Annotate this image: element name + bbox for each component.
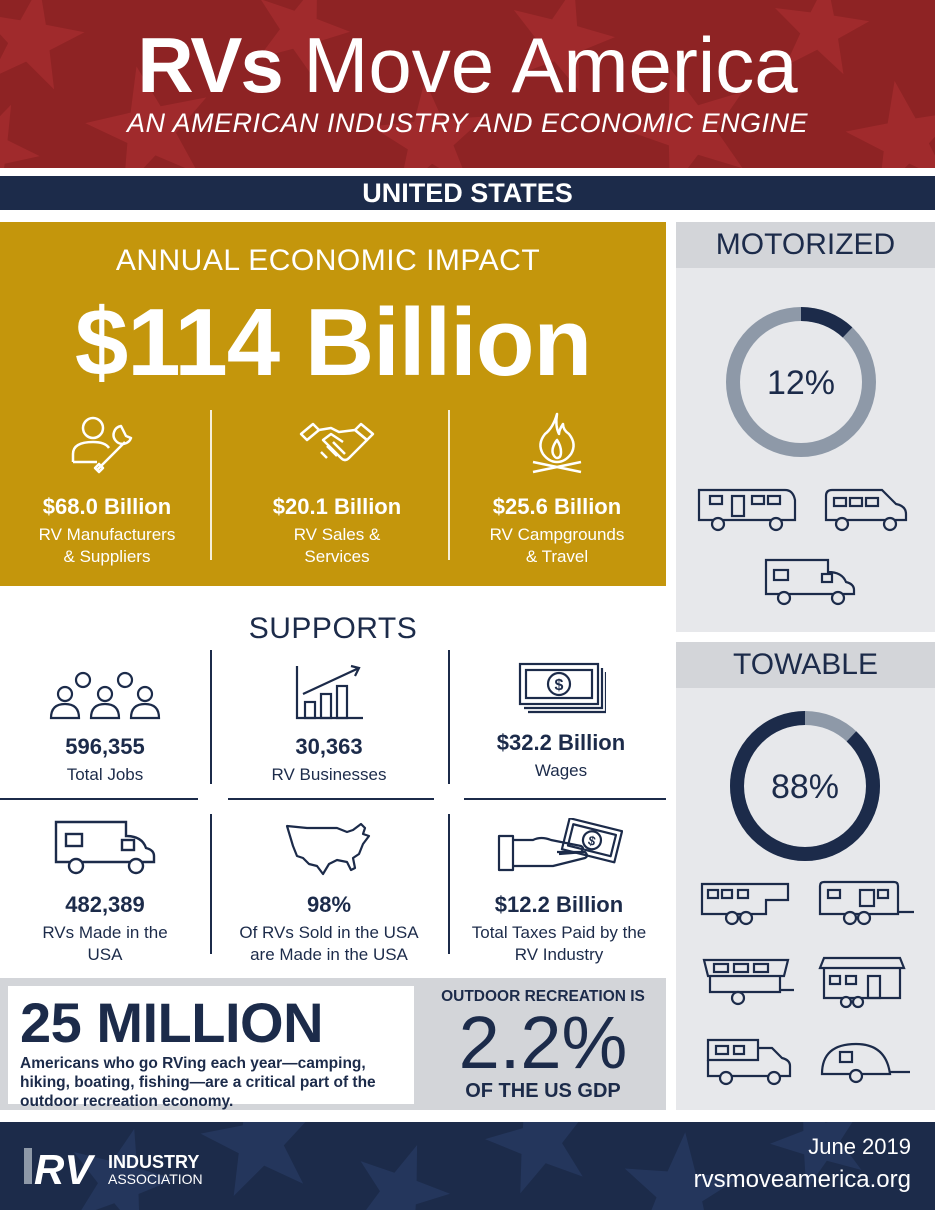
support-label: Total Taxes Paid by the (471, 923, 647, 942)
campfire-icon (527, 410, 587, 476)
gdp-top-label: OUTDOOR RECREATION IS (441, 988, 645, 1005)
gdp-bottom-label: OF THE US GDP (465, 1080, 621, 1102)
impact-label: RV Campgrounds (489, 525, 625, 544)
people-group-icon (49, 670, 161, 720)
fifth-wheel-icon (698, 880, 794, 928)
supports-divider (228, 798, 434, 800)
region-bar: UNITED STATES (0, 176, 935, 210)
usa-map-icon (283, 818, 375, 878)
support-item (224, 658, 434, 786)
park-model-icon (816, 954, 912, 1010)
support-label: are Made in the USA (250, 945, 408, 964)
support-item (0, 816, 210, 966)
rvers-box (0, 978, 420, 1110)
class-a-motorhome-icon (696, 484, 800, 534)
footer (0, 1122, 935, 1210)
pop-up-camper-icon (702, 956, 796, 1008)
page-title (0, 20, 935, 110)
logo-rv-text: RV (34, 1146, 93, 1190)
gdp-value: 2.2% (458, 1001, 628, 1084)
towable-percent: 88% (770, 768, 840, 806)
impact-divider (448, 410, 450, 560)
impact-value: $68.0 Billion (42, 494, 172, 519)
rvers-inner (8, 986, 414, 1110)
towable-title: TOWABLE (676, 642, 935, 688)
supports-divider (448, 814, 450, 954)
support-label: Wages (534, 761, 588, 780)
rvia-logo-icon (22, 1144, 242, 1190)
svg-text:$: $ (586, 832, 598, 849)
logo-industry-text: INDUSTRY (108, 1152, 200, 1172)
support-label: USA (87, 945, 123, 964)
support-value: $32.2 Billion (496, 730, 626, 755)
support-value: $12.2 Billion (494, 892, 624, 917)
impact-item (2, 410, 212, 568)
impact-heading: ANNUAL ECONOMIC IMPACT (115, 244, 541, 277)
impact-label: RV Sales & (293, 525, 381, 544)
impact-label: Services (304, 547, 370, 566)
motorized-panel (676, 222, 935, 632)
cash-stack-icon (516, 660, 606, 716)
title-rest: Move America (281, 21, 798, 109)
support-item (0, 658, 210, 786)
title-bold: RVs (137, 21, 282, 109)
support-label: Total Jobs (66, 765, 144, 784)
motorhome-icon (52, 818, 158, 878)
support-label: RV Businesses (271, 765, 387, 784)
support-item (454, 816, 664, 966)
impact-item (452, 410, 662, 568)
class-c-motorhome-icon (762, 556, 858, 608)
rv-industry-association-logo[interactable] (22, 1144, 242, 1190)
gdp-box (420, 978, 666, 1110)
support-value: 596,355 (65, 734, 145, 759)
support-label: RVs Made in the (42, 923, 168, 942)
truck-camper-icon (702, 1034, 798, 1090)
economic-impact-panel (0, 222, 666, 586)
rvers-description: Americans who go RVing each year—camping, hiking, boating, fishing—are a critical part of the outdoor recreation economy. (20, 1055, 376, 1110)
impact-label: & Suppliers (63, 547, 151, 566)
support-label: Of RVs Sold in the USA (239, 923, 419, 942)
support-label: RV Industry (514, 945, 604, 964)
towable-donut (720, 706, 890, 866)
support-value: 98% (306, 892, 352, 917)
impact-label: RV Manufacturers (38, 525, 176, 544)
header-banner (0, 0, 935, 168)
motorized-donut (716, 302, 886, 462)
supports-divider (448, 650, 450, 784)
impact-total: $114 Billion (74, 289, 592, 396)
logo-association-text: ASSOCIATION (108, 1171, 203, 1187)
support-value: 482,389 (65, 892, 145, 917)
support-item (224, 816, 434, 966)
towable-panel (676, 642, 935, 1110)
handshake-icon (297, 418, 377, 476)
growth-chart-icon (293, 664, 365, 720)
footer-date: June 2019 (808, 1134, 911, 1159)
page-subtitle: AN AMERICAN INDUSTRY AND ECONOMIC ENGINE (126, 108, 809, 138)
supports-divider (464, 798, 666, 800)
svg-text:$: $ (554, 677, 564, 694)
supports-heading: SUPPORTS (248, 612, 418, 645)
support-value: 30,363 (295, 734, 363, 759)
motorized-percent: 12% (766, 364, 836, 402)
supports-divider (210, 814, 212, 954)
impact-value: $20.1 Billion (272, 494, 402, 519)
impact-label: & Travel (525, 547, 589, 566)
hand-money-icon (495, 818, 623, 878)
footer-url-link[interactable]: rvsmoveamerica.org (693, 1166, 911, 1193)
support-item (456, 654, 666, 782)
impact-item (232, 410, 442, 568)
motorized-title: MOTORIZED (676, 222, 935, 268)
supports-divider (0, 798, 198, 800)
impact-value: $25.6 Billion (492, 494, 622, 519)
impact-divider (210, 410, 212, 560)
worker-wrench-icon (67, 412, 147, 476)
class-b-van-icon (822, 486, 910, 534)
teardrop-trailer-icon (818, 1038, 914, 1088)
supports-divider (210, 650, 212, 784)
rvers-count: 25 MILLION (20, 991, 324, 1054)
travel-trailer-icon (816, 878, 916, 928)
